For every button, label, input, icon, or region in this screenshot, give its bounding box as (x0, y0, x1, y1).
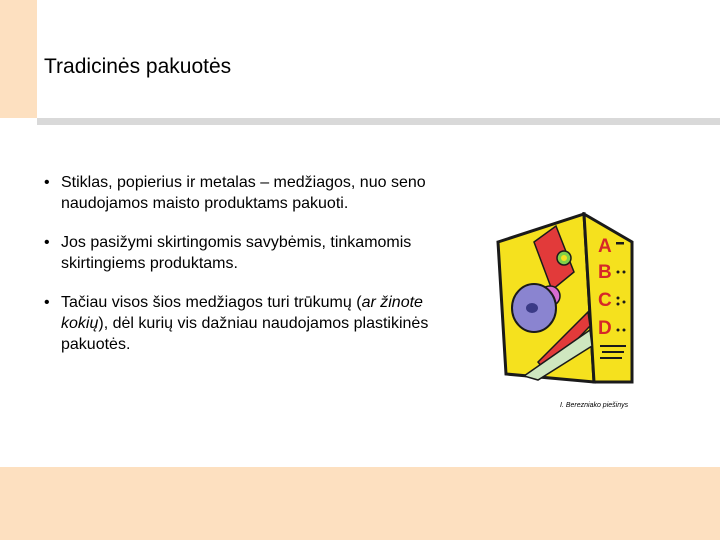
box-letter-a: A (598, 236, 612, 257)
bullet-item (44, 172, 444, 214)
title-divider (37, 118, 720, 125)
illustration-credit: I. Berezniako piešinys (560, 402, 629, 409)
box-letter-c: C (598, 290, 612, 311)
left-accent-stripe (0, 0, 37, 118)
bullet-text-part: ), dėl kurių vis dažniau naudojamos plastikinės pakuotės. (61, 315, 429, 353)
bullet-text (61, 292, 444, 355)
bullet-marker: • (44, 294, 50, 311)
bullet-marker: • (44, 234, 50, 251)
bullet-list (44, 172, 444, 373)
box-purple-dot (526, 303, 538, 313)
bullet-text-italic: ar žinote kokių (61, 294, 423, 332)
footer-band (0, 467, 720, 540)
packaging-box-drawing (494, 212, 644, 387)
bullet-item (44, 232, 444, 274)
bullet-item (44, 292, 444, 355)
box-letter-d: D (598, 318, 612, 339)
bullet-text: Jos pasižymi skirtingomis savybėmis, tinkamomis skirtingiems produktams. (61, 234, 412, 272)
bullet-text: Stiklas, popierius ir metalas – medžiagos, nuo seno naudojamos maisto produktams pakuoti. (61, 174, 426, 212)
bullet-text-part: Tačiau visos šios medžiagos turi trūkumų ( (61, 294, 362, 311)
bullet-marker: • (44, 174, 50, 191)
box-letter-b: B (598, 262, 612, 283)
slide-title: Tradicinės pakuotės (44, 55, 232, 78)
box-green-dot (561, 255, 567, 261)
